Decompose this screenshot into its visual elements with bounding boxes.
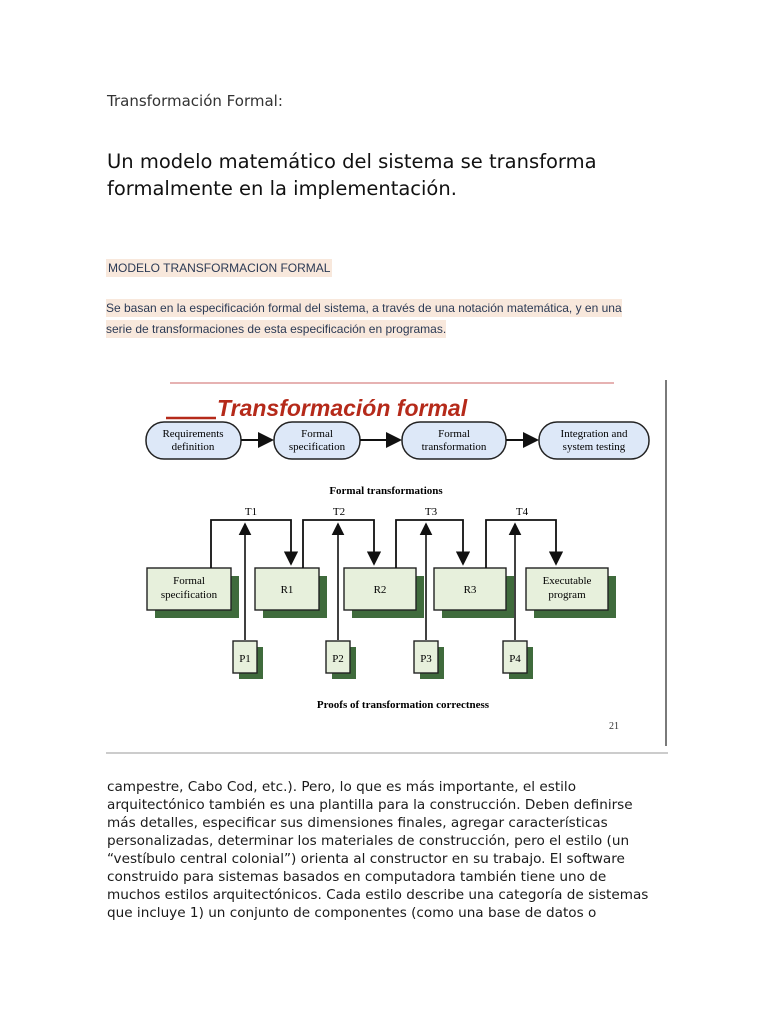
proof-label: P3 [420, 653, 432, 665]
process-label: system testing [562, 441, 626, 453]
body-line: arquitectónico también es una plantilla para la construcción. Deben definirse [107, 797, 633, 813]
top-caption: Formal transformations [329, 485, 443, 497]
formal-transformation-slide [106, 378, 668, 756]
intro-paragraph [106, 298, 651, 340]
transform-connector-t3 [396, 520, 463, 568]
process-label: definition [171, 441, 215, 453]
proof-label: P2 [332, 653, 344, 665]
process-label: specification [288, 441, 346, 453]
stage-label: R3 [463, 584, 477, 596]
section-label: Transformación Formal: [107, 92, 283, 110]
stage-label: program [548, 589, 586, 601]
proof-label: P4 [509, 653, 521, 665]
intro-line: Se basan en la especificación formal del sistema, a través de una notación matemática, y en una [106, 301, 622, 315]
slide-title: Transformación formal [217, 395, 468, 421]
stage-label: Formal [173, 575, 205, 587]
process-label: Formal [301, 428, 333, 440]
page-heading: Un modelo matemático del sistema se transforma formalmente en la implementación. [107, 150, 597, 200]
process-label: transformation [421, 441, 487, 453]
body-line: “vestíbulo central colonial”) orienta al constructor en su trabajo. El software [107, 851, 625, 867]
process-label: Formal [438, 428, 470, 440]
bottom-caption: Proofs of transformation correctness [316, 699, 490, 711]
stage-label: specification [160, 589, 218, 601]
subheading: MODELO TRANSFORMACION FORMAL [108, 261, 331, 275]
body-line: que incluye 1) un conjunto de componentes (como una base de datos o [107, 905, 597, 921]
transform-label: T4 [515, 506, 529, 518]
transform-label: T1 [244, 506, 258, 518]
body-line: campestre, Cabo Cod, etc.). Pero, lo que es más importante, el estilo [107, 779, 577, 795]
stage-label: R1 [280, 584, 294, 596]
body-line: personalizadas, determinar los materiales de construcción, pero el estilo (un [107, 833, 630, 849]
process-flow [146, 422, 649, 459]
transform-label: T2 [332, 506, 346, 518]
body-line: muchos estilos arquitectónicos. Cada estilo describe una categoría de sistemas [107, 887, 649, 903]
process-label: Integration and [560, 428, 628, 440]
slide-page-number: 21 [609, 721, 619, 732]
proof-label: P1 [239, 653, 251, 665]
transform-connector-t4 [486, 520, 556, 568]
transform-label: T3 [424, 506, 438, 518]
transform-connector-t1 [211, 520, 291, 568]
body-line: construido para sistemas basados en computadora también tiene uno de [107, 869, 607, 885]
stage-label: Executable [542, 575, 592, 587]
process-label: Requirements [162, 428, 224, 440]
stage-label: R2 [373, 584, 387, 596]
body-line: más detalles, especificar sus dimensiones finales, agregar características [107, 815, 608, 831]
intro-line: serie de transformaciones de esta especificación en programas. [106, 322, 447, 336]
body-paragraph [107, 778, 667, 922]
